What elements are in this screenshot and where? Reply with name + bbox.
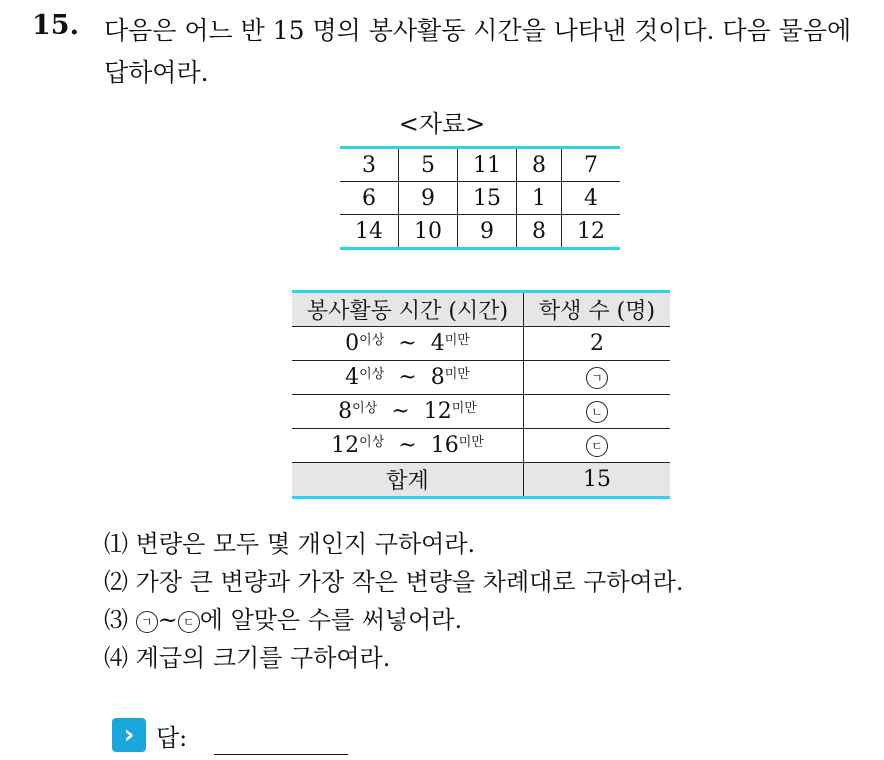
student-count [524,429,671,463]
student-count: 2 [524,327,671,361]
class-interval: $4^{이상}$ ~ $8^{미만}$ [292,361,524,395]
circled-nieun: ㄴ [586,401,608,423]
table-row [340,182,620,215]
total-label: 합계 [292,463,524,498]
table-cell: 14 [340,215,399,249]
table-cell: 1 [517,182,562,215]
table-cell: 12 [562,215,621,249]
table-row [292,361,670,395]
table-cell: 15 [458,182,517,215]
table-cell: 4 [562,182,621,215]
sub-question-4: ⑷ 계급의 크기를 구하여라. [104,644,391,672]
class-interval: $0^{이상}$ ~ $4^{미만}$ [292,327,524,361]
student-count [524,395,671,429]
circled-giyeok: ㄱ [136,611,158,633]
table-row [340,215,620,249]
circled-giyeok: ㄱ [586,367,608,389]
table-cell: 9 [458,215,517,249]
table-caption: <자료> [398,110,486,138]
header-student-count: 학생 수 (명) [524,292,671,327]
sub-question-1: ⑴ 변량은 모두 몇 개인지 구하여라. [104,530,476,558]
question-text: 다음은 어느 반 15 명의 봉사활동 시간을 나타낸 것이다. 다음 물음에 답하여라. [104,16,852,87]
student-count [524,361,671,395]
table-cell: 11 [458,148,517,182]
table-row [292,395,670,429]
table-cell: 6 [340,182,399,215]
chevron-right-icon: › [112,718,146,752]
table-row [292,327,670,361]
total-value: 15 [524,463,671,498]
table-row [292,429,670,463]
circled-digeut: ㄷ [178,611,200,633]
total-row [292,463,670,498]
table-cell: 8 [517,148,562,182]
sub-question-3: ⑶ ㄱ ~ ㄷ 에 알맞은 수를 써넣어라. [104,606,463,634]
answer-blank[interactable] [214,754,348,755]
answer-label: 답: [156,724,188,752]
table-cell: 10 [399,215,458,249]
class-interval: $8^{이상}$ ~ $12^{미만}$ [292,395,524,429]
table-header-row [292,292,670,327]
table-cell: 8 [517,215,562,249]
table-cell: 9 [399,182,458,215]
circled-digeut: ㄷ [586,435,608,457]
table-row [340,148,620,182]
table-cell: 5 [399,148,458,182]
table-cell: 3 [340,148,399,182]
table-cell: 7 [562,148,621,182]
class-interval: $12^{이상}$ ~ $16^{미만}$ [292,429,524,463]
sub-question-2: ⑵ 가장 큰 변량과 가장 작은 변량을 차례대로 구하여라. [104,568,684,596]
question-number: 15. [32,10,79,41]
frequency-table [292,290,670,499]
data-table [340,146,620,250]
header-class-interval: 봉사활동 시간 (시간) [292,292,524,327]
